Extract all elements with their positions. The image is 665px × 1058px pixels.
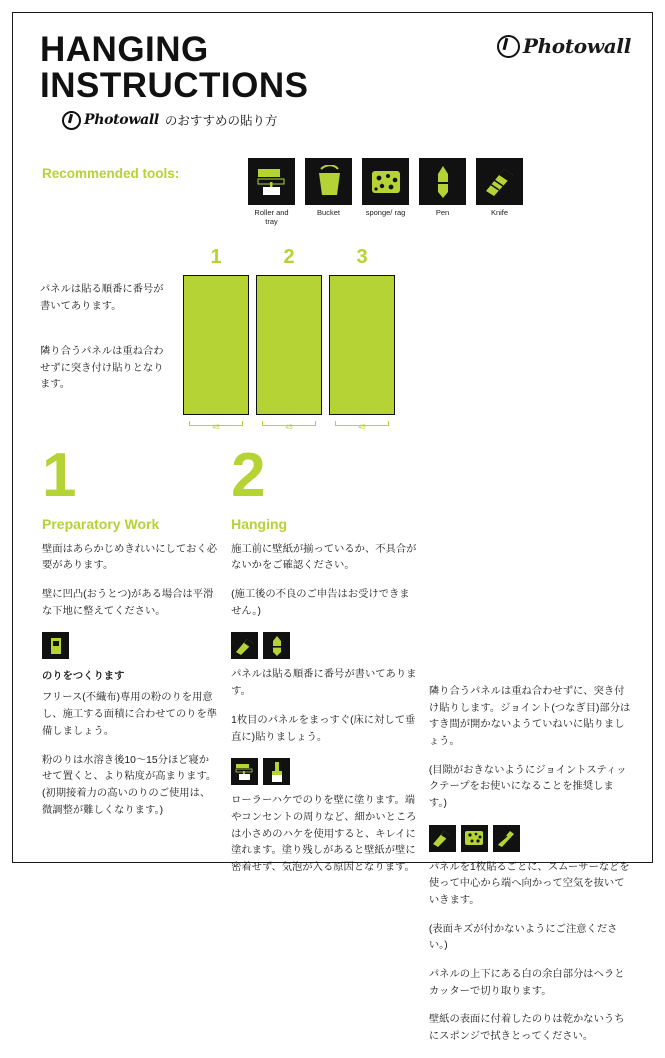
sponge-icon <box>362 158 409 205</box>
step-2-heading: Hanging <box>231 515 288 532</box>
bucket-icon <box>305 158 352 205</box>
panel-dimensions <box>183 418 395 431</box>
tools-list <box>248 158 523 226</box>
pen-icon <box>263 632 290 659</box>
step-3-para-5: パネルの上下にある白の余白部分はヘラとカッターで切り取ります。 <box>428 969 625 997</box>
step-2-para-4: 1枚目のパネルをまっすぐ(床に対して垂直に)貼りましょう。 <box>231 714 416 743</box>
step-1-icons <box>42 632 219 659</box>
diagram-note-1: パネルは貼る順番に番号が書いてあります。 <box>40 284 164 312</box>
step-3-column <box>427 448 631 1058</box>
panels <box>183 275 395 415</box>
page-header <box>40 32 631 140</box>
panel-number: 3 <box>356 246 368 268</box>
step-1-para-2: 壁に凹凸(おうとつ)がある場合は平滑な下地に整えてください。 <box>42 589 214 617</box>
step-3-icons <box>429 825 631 852</box>
tool-caption: Pen <box>435 208 450 217</box>
paint-roller-icon <box>248 158 295 205</box>
step-3-para-1: 隣り合うパネルは重ね合わせずに、突き付け貼りします。ジョイント(つなぎ目)部分はすき間が開かないようていねいに貼りましょう。 <box>428 686 631 748</box>
step-2-column <box>229 441 427 1058</box>
step-2-number: 2 <box>231 441 266 510</box>
panel-width-label: 45 <box>256 418 322 431</box>
panel-width-label: 45 <box>329 418 395 431</box>
brand-logo <box>497 34 631 58</box>
step-1-number: 1 <box>42 441 77 510</box>
pen-icon <box>419 158 466 205</box>
panel <box>329 275 395 415</box>
steps-columns <box>40 441 631 1058</box>
recommended-tools-section <box>40 158 631 242</box>
glue-bucket-icon <box>42 632 69 659</box>
tool-caption: Bucket <box>317 208 340 217</box>
step-3-para-6: 壁紙の表面に付着したのりは乾かないうちにスポンジで拭きとってください。 <box>428 1014 625 1043</box>
step-2-icons <box>231 632 417 659</box>
panel <box>256 275 322 415</box>
paint-roller-icon <box>231 758 258 785</box>
step-3-para-3: パネルを1枚貼るごとに、スムーサーなどを使って中心から端へ向かって空気を抜いていきます。 <box>428 861 630 907</box>
step-3-para-2: (目隙がおきないようにジョイントスティックテープをお使いになることを推奨します。) <box>428 764 627 810</box>
tool-bucket <box>305 158 352 226</box>
tool-knife <box>476 158 523 226</box>
knife-icon <box>231 632 258 659</box>
step-1-para-3: フリース(不織布)専用の粉のりを用意し、施工する面積に合わせてのりを準備しましょう。 <box>42 692 218 737</box>
panel-group <box>183 246 395 431</box>
subtitle-brand-logo <box>62 111 159 130</box>
panel <box>183 275 249 415</box>
step-2-para-2: (施工後の不良のご申告はお受けできません。) <box>231 589 410 617</box>
step-2-para-5: ローラーハケでのりを壁に塗ります。端やコンセントの周りなど、細かいところは小さめのハケを使用すると、キレイに塗れます。塗り残しがあると壁紙が壁に密着せず、気泡が入る原因となります。 <box>231 795 417 873</box>
tool-caption: Roller and tray <box>254 208 289 226</box>
brand-name: Photowall <box>522 34 631 58</box>
step-1-heading: Preparatory Work <box>42 515 160 532</box>
tool-caption: sponge/ rag <box>365 208 406 217</box>
title-line-1: HANGING <box>40 30 209 69</box>
panel-width-label: 45 <box>183 418 249 431</box>
subtitle-text: のおすすめの貼り方 <box>164 114 278 129</box>
diagram-note-2: 隣り合うパネルは重ね合わせずに突き付け貼りとなります。 <box>40 346 164 391</box>
step-1-subheading: のりをつくります <box>42 671 125 683</box>
step-1-column <box>40 441 229 1058</box>
smoother-icon <box>493 825 520 852</box>
brush-icon <box>263 758 290 785</box>
step-2-icons-2 <box>231 758 417 785</box>
recommended-tools-label: Recommended tools: <box>42 166 180 181</box>
step-3-para-4: (表面キズが付かないようにご注意ください。) <box>428 923 618 952</box>
tool-roller <box>248 158 295 226</box>
panel-diagram-section <box>40 246 631 442</box>
spacer <box>427 448 631 684</box>
sponge-icon <box>461 825 488 852</box>
step-2-para-1: 施工前に壁紙が揃っているか、不具合がないかをご確認ください。 <box>231 543 417 572</box>
panel-number: 1 <box>210 246 222 268</box>
step-2-para-3: パネルは貼る順番に番号が書いてあります。 <box>231 669 417 698</box>
tool-pen <box>419 158 466 226</box>
brand-mark-icon <box>497 35 520 58</box>
subtitle-brand-name: Photowall <box>84 112 159 129</box>
title-line-2: INSTRUCTIONS <box>40 66 309 106</box>
tool-caption: Knife <box>490 208 509 217</box>
knife-icon <box>476 158 523 205</box>
step-1-para-4: 粉のりは水溶き後10〜15分ほど寝かせて置くと、より粘度が高まります。(初期接着力の高いのりのご使用は、微調整が難しくなります。) <box>42 754 217 816</box>
step-1-para-1: 壁面はあらかじめきれいにしておく必要があります。 <box>42 543 218 572</box>
knife-icon <box>429 825 456 852</box>
panel-numbers <box>183 246 395 269</box>
tool-sponge <box>362 158 409 226</box>
panel-number: 2 <box>283 246 295 268</box>
brand-mark-icon <box>62 111 81 130</box>
page-subtitle <box>62 111 631 130</box>
